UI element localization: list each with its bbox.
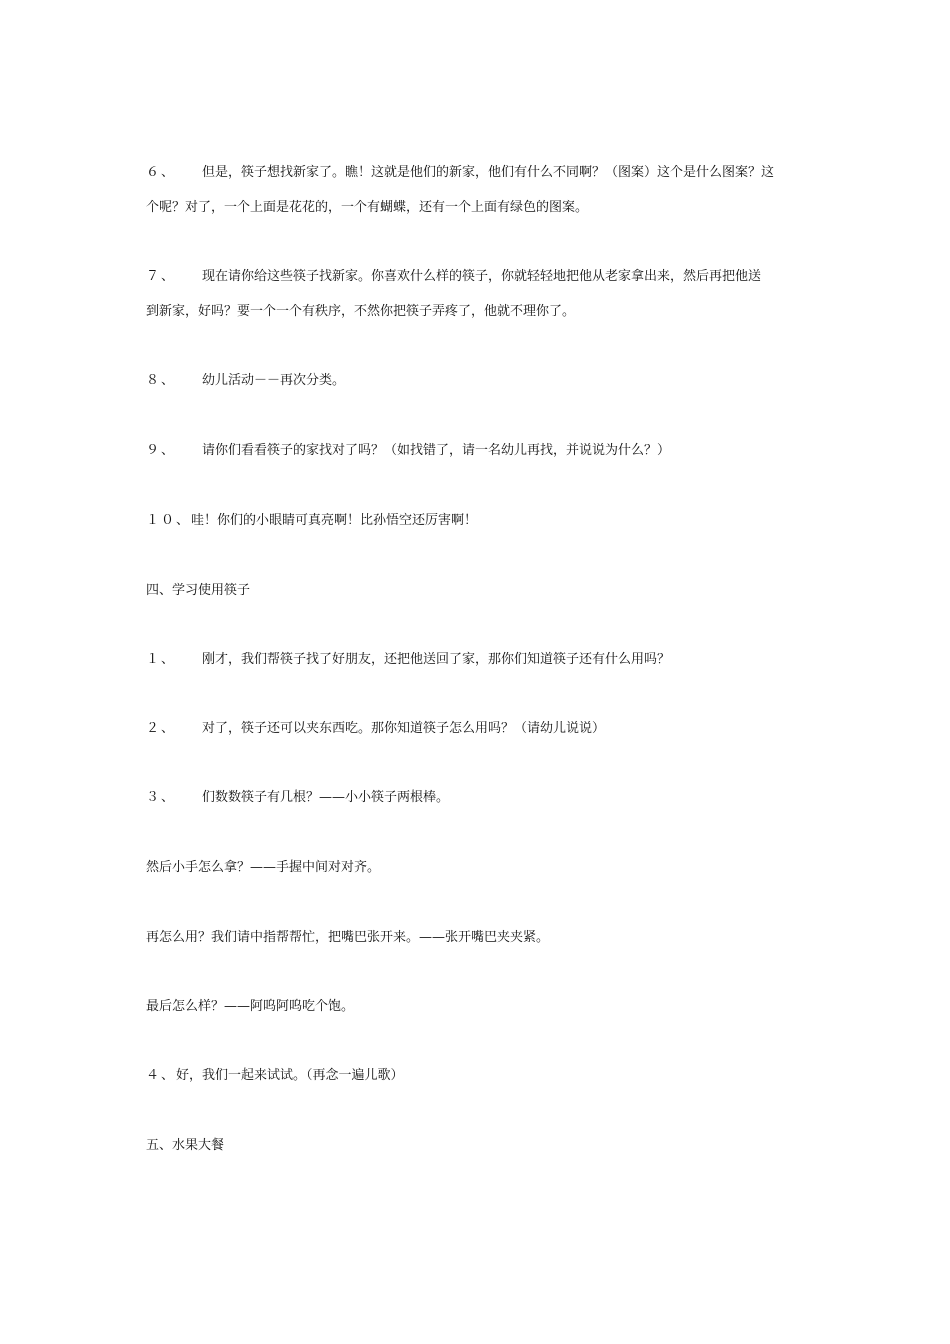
- paragraph-7: [146, 270, 816, 318]
- item-number: １０、: [146, 513, 192, 528]
- item-number: ９、: [146, 443, 177, 458]
- paragraph-text: 请你们看看筷子的家找对了吗？（如找错了，请一名幼儿再找，并说说为什么？）: [202, 443, 671, 458]
- item-number: ３、: [146, 790, 177, 805]
- item-number: １、: [146, 652, 177, 667]
- item-number: ４、: [146, 1068, 177, 1083]
- paragraph-9: [146, 444, 816, 457]
- paragraph-6: [146, 166, 816, 214]
- paragraph-rhyme-4: [146, 1000, 816, 1013]
- paragraph-4-1: [146, 653, 816, 666]
- item-number: ８、: [146, 373, 177, 388]
- paragraph-text: 们数数筷子有几根？——小小筷子两根棒。: [202, 790, 450, 805]
- paragraph-text-line1: 但是，筷子想找新家了。瞧！这就是他们的新家，他们有什么不同啊？（图案）这个是什么图案？这: [202, 165, 775, 180]
- section-heading-5: [146, 1139, 816, 1152]
- section-heading-text: 五、水果大餐: [146, 1138, 225, 1153]
- paragraph-text: 哇！你们的小眼睛可真亮啊！比孙悟空还厉害啊！: [191, 513, 478, 528]
- section-heading-4: [146, 584, 816, 597]
- paragraph-text-line2: 到新家，好吗？要一个一个有秩序，不然你把筷子弄疼了，他就不理你了。: [146, 304, 576, 319]
- paragraph-4-2: [146, 722, 816, 735]
- item-number: ６、: [146, 165, 177, 180]
- item-number: ７、: [146, 269, 177, 284]
- paragraph-text-line2: 个呢？对了，一个上面是花花的，一个有蝴蝶，还有一个上面有绿色的图案。: [146, 200, 589, 215]
- item-number: ２、: [146, 721, 177, 736]
- paragraph-text: 刚才，我们帮筷子找了好朋友，还把他送回了家，那你们知道筷子还有什么用吗？: [202, 652, 671, 667]
- paragraph-rhyme-2: [146, 861, 816, 874]
- paragraph-rhyme-3: [146, 931, 816, 944]
- paragraph-text: 再怎么用？我们请中指帮帮忙，把嘴巴张开来。——张开嘴巴夹夹紧。: [146, 930, 550, 945]
- paragraph-4-3: [146, 791, 816, 804]
- paragraph-text: 最后怎么样？——阿呜阿呜吃个饱。: [146, 999, 355, 1014]
- paragraph-8: [146, 374, 816, 387]
- section-heading-text: 四、学习使用筷子: [146, 583, 251, 598]
- paragraph-text: 好，我们一起来试试。（再念一遍儿歌）: [176, 1068, 404, 1083]
- paragraph-4-4: [146, 1069, 816, 1082]
- paragraph-text: 对了，筷子还可以夹东西吃。那你知道筷子怎么用吗？（请幼儿说说）: [202, 721, 606, 736]
- paragraph-10: [146, 514, 816, 527]
- paragraph-text: 幼儿活动－－再次分类。: [202, 373, 346, 388]
- paragraph-text: 然后小手怎么拿？——手握中间对对齐。: [146, 860, 381, 875]
- paragraph-text-line1: 现在请你给这些筷子找新家。你喜欢什么样的筷子，你就轻轻地把他从老家拿出来，然后再把他送: [202, 269, 762, 284]
